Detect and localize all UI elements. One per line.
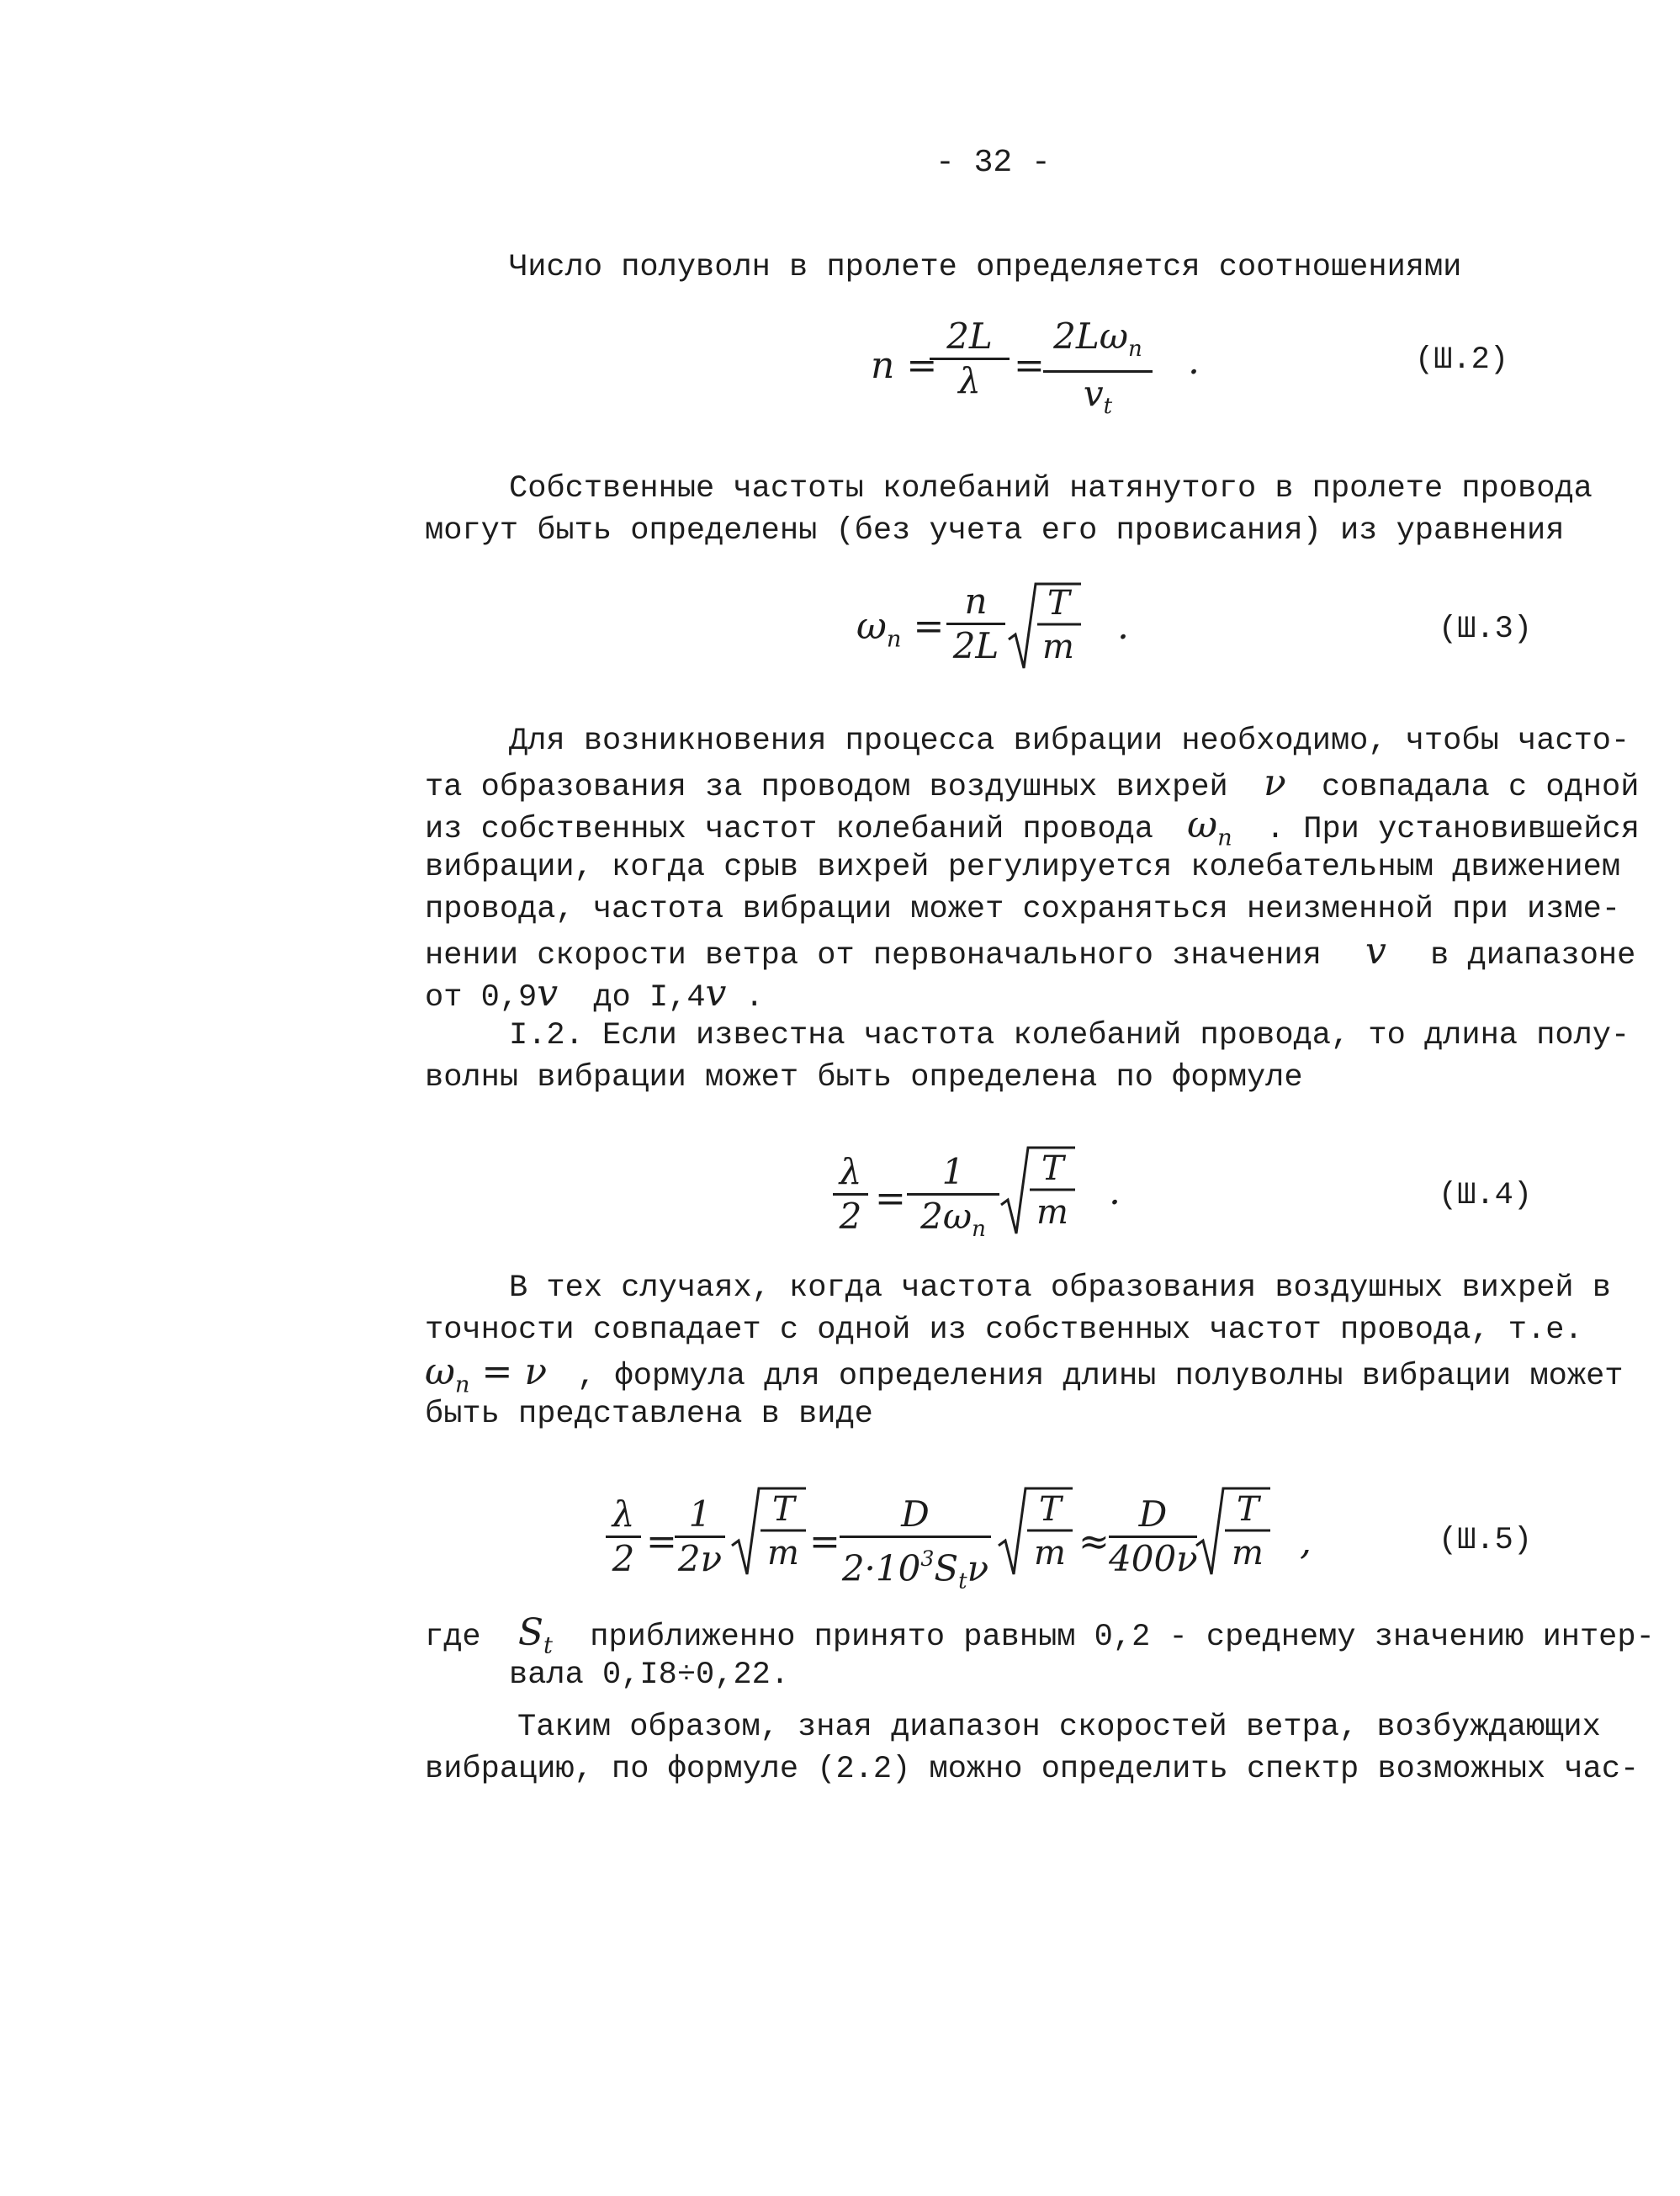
text-line: провода, частота вибрации может сохраняться неизменной при изме- [425, 892, 1621, 927]
text-line: нении скорости ветра от первоначального значения v в диапазоне [425, 930, 1636, 973]
equation-number: (Ш.3) [1439, 612, 1533, 647]
page-number: - 32 - [935, 145, 1051, 181]
text-line: от 0,9v до I,4v . [425, 972, 764, 1016]
text-line: та образования за проводом воздушных вихрей ν совпадала с одной [425, 761, 1640, 805]
equation-number: (Ш.4) [1439, 1178, 1533, 1213]
text-line: вала 0,I8÷0,22. [509, 1658, 790, 1693]
text-line: волны вибрации может быть определена по формуле [425, 1060, 1303, 1095]
text-line: В тех случаях, когда частота образования воздушных вихрей в [509, 1270, 1612, 1306]
text-line: I.2. Если известна частота колебаний провода, то длина полу- [509, 1018, 1630, 1053]
text-line: где $S_t$ приближенно принято равным 0,2 - среднему значению интер- [425, 1611, 1655, 1659]
text-line: Для возникновения процесса вибрации необходимо, чтобы часто- [509, 724, 1630, 759]
text-line: вибрацию, по формуле (2.2) можно определить спектр возможных час- [425, 1752, 1640, 1787]
equation-number: (Ш.2) [1415, 342, 1509, 378]
text-line: могут быть определены (без учета его провисания) из уравнения [425, 513, 1565, 549]
text-line: из собственных частот колебаний провода $\omega_n$ . При установившейся [425, 804, 1640, 851]
text-line: точности совпадает с одной из собственных частот провода, т.е. [425, 1313, 1583, 1348]
text-line: быть представлена в виде [425, 1397, 873, 1432]
text-line: Число полуволн в пролете определяется соотношениями [509, 250, 1462, 285]
text-line: $\omega_n = \nu$ , формула для определения длины полуволны вибрации может [425, 1350, 1624, 1398]
equation-number: (Ш.5) [1439, 1523, 1533, 1558]
text-line: Таким образом, зная диапазон скоростей ветра, возбуждающих [517, 1710, 1601, 1745]
text-line: вибрации, когда срыв вихрей регулируется колебательным движением [425, 850, 1621, 885]
text-line: Собственные частоты колебаний натянутого в пролете провода [509, 471, 1593, 507]
